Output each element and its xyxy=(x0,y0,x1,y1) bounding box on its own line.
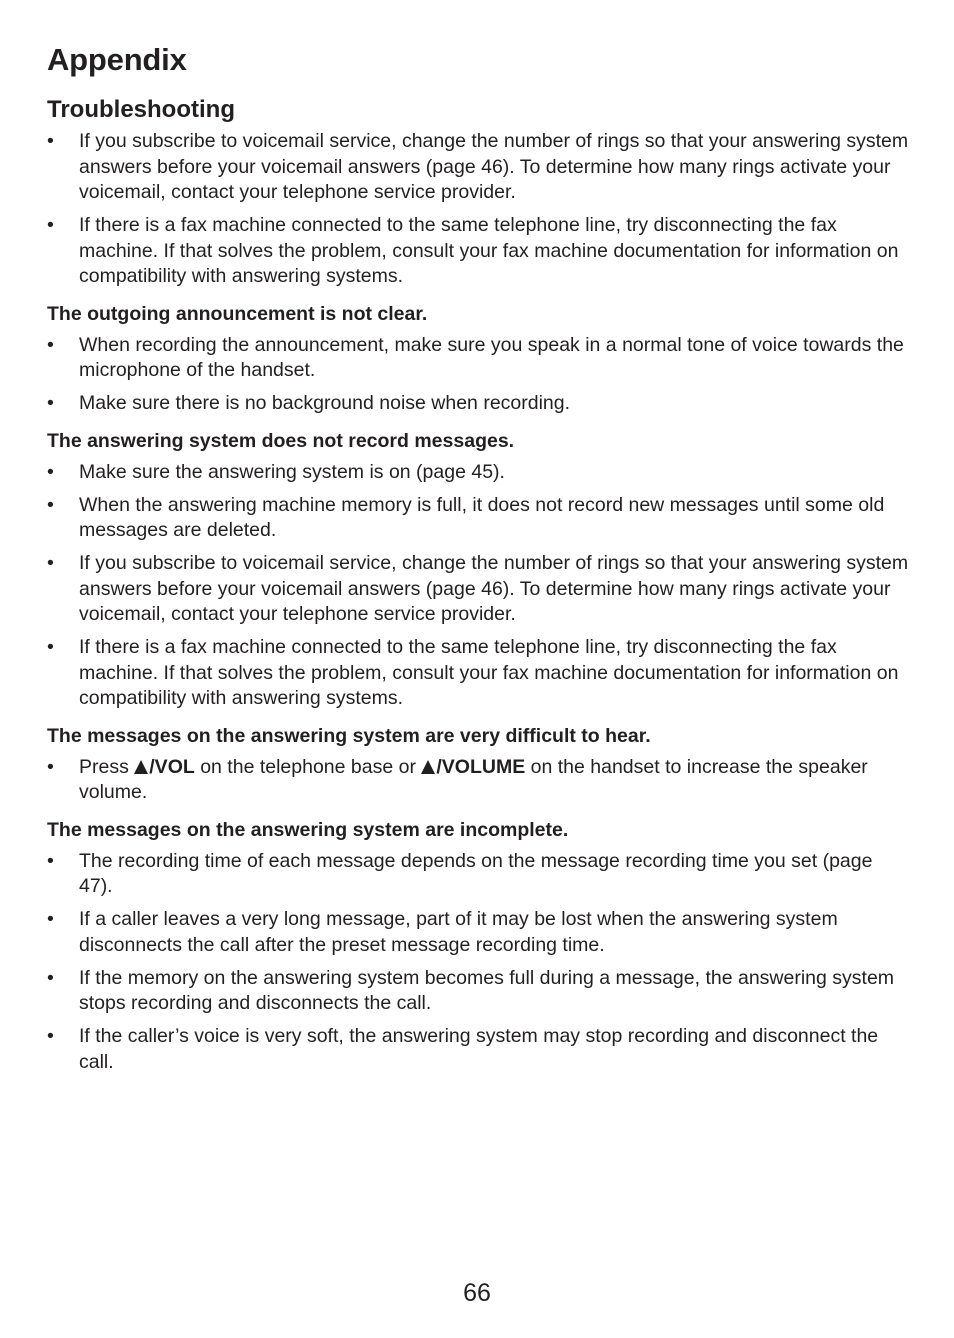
list-item-text: If the memory on the answering system becomes full during a message, the answering system stops recording and disconnects the call. xyxy=(79,966,895,1014)
bullet-icon xyxy=(47,333,57,359)
problem-heading: The messages on the answering system are very difficult to hear. xyxy=(47,724,651,747)
problem-heading: The outgoing announcement is not clear. xyxy=(47,302,428,325)
volume-key-label: /VOLUME xyxy=(436,755,526,778)
list-item-text: When the answering machine memory is full, it does not record new messages until some old messages are deleted. xyxy=(79,493,885,541)
list-item-text: If you subscribe to voicemail service, change the number of rings so that your answering system answers before your voicemail answers (page 46). To determine how many rings activate your voicemail, contact your telephone service provider. xyxy=(79,552,909,625)
bullet-icon xyxy=(47,635,57,661)
bullet-icon xyxy=(47,129,57,155)
list-item xyxy=(47,635,909,712)
vol-key-label: /VOL xyxy=(149,755,195,778)
list-item xyxy=(47,493,909,544)
list-item xyxy=(47,213,909,290)
bullet-icon xyxy=(47,551,57,577)
volume-up-icon xyxy=(134,760,148,774)
list-item xyxy=(47,966,909,1017)
bullet-icon xyxy=(47,213,57,239)
problem-list xyxy=(47,849,909,1076)
volume-item-middle: on the telephone base or xyxy=(194,755,422,778)
bullet-icon xyxy=(47,966,57,992)
problem-list xyxy=(47,333,909,417)
page-title: Appendix xyxy=(47,42,187,77)
bullet-icon xyxy=(47,755,57,781)
list-item-text: The recording time of each message depends on the message recording time you set (page 47). xyxy=(79,849,873,897)
list-item xyxy=(47,460,909,486)
problem-heading: The messages on the answering system are incomplete. xyxy=(47,818,569,841)
bullet-icon xyxy=(47,1024,57,1050)
list-item-text: If a caller leaves a very long message, part of it may be lost when the answering system disconnects the call after the preset message recording time. xyxy=(79,908,838,956)
volume-item-press: Press xyxy=(79,755,135,778)
list-item-text: If the caller’s voice is very soft, the answering system may stop recording and disconnect the call. xyxy=(79,1025,879,1073)
bullet-icon xyxy=(47,907,57,933)
bullet-icon xyxy=(47,849,57,875)
bullet-icon xyxy=(47,391,57,417)
list-item xyxy=(47,551,909,628)
list-item xyxy=(47,1024,909,1075)
page-content xyxy=(47,38,909,1082)
bullet-icon xyxy=(47,493,57,519)
intro-list xyxy=(47,129,909,290)
list-item xyxy=(47,333,909,384)
list-item-text: Make sure there is no background noise when recording. xyxy=(79,392,571,414)
list-item xyxy=(47,391,909,417)
volume-item-end: on the handset to increase the speaker volume. xyxy=(79,755,868,803)
problem-list xyxy=(47,755,909,806)
list-item xyxy=(47,907,909,958)
list-item-text: When recording the announcement, make sure you speak in a normal tone of voice towards the microphone of the handset. xyxy=(79,333,904,381)
section-subtitle: Troubleshooting xyxy=(47,96,235,123)
list-item-text: If there is a fax machine connected to the same telephone line, try disconnecting the fax machine. If that solves the problem, consult your fax machine documentation for information on compatibility with answering systems. xyxy=(79,214,899,287)
problem-heading: The answering system does not record messages. xyxy=(47,429,515,452)
list-item xyxy=(47,849,909,900)
volume-up-icon xyxy=(421,760,435,774)
bullet-icon xyxy=(47,460,57,486)
problem-list xyxy=(47,460,909,712)
list-item-text: If there is a fax machine connected to the same telephone line, try disconnecting the fax machine. If that solves the problem, consult your fax machine documentation for information on compatibility with answering systems. xyxy=(79,636,899,709)
page-number: 66 xyxy=(463,1279,491,1307)
list-item-text: If you subscribe to voicemail service, change the number of rings so that your answering system answers before your voicemail answers (page 46). To determine how many rings activate your voicemail, contact your telephone service provider. xyxy=(79,130,909,203)
list-item xyxy=(47,129,909,206)
list-item xyxy=(47,755,909,806)
list-item-text: Make sure the answering system is on (page 45). xyxy=(79,460,505,483)
